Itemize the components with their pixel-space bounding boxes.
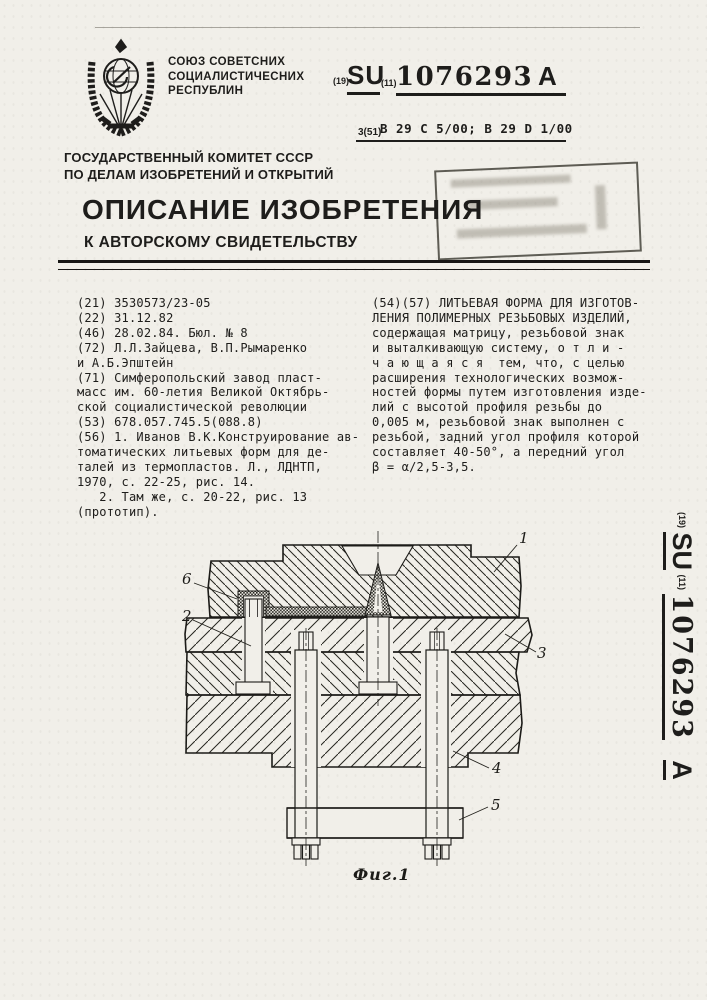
text-line: талей из термопластов. Л., ЛДНТП,	[77, 459, 323, 474]
underline	[356, 140, 566, 142]
text-line: (72) Л.Л.Зайцева, В.П.Рымаренко	[77, 340, 308, 355]
text-line: 1970, с. 22-25, рис. 14.	[77, 474, 256, 489]
figure-1-drawing	[150, 520, 640, 900]
country-code: SU	[347, 60, 386, 90]
text-line: (22) 31.12.82	[77, 310, 174, 325]
text-line: лий с высотой профиля резьбы до	[372, 400, 603, 415]
union-name	[168, 55, 304, 99]
code-19: (19)	[333, 76, 350, 86]
bibliography-column	[77, 296, 373, 520]
document-title: ОПИСАНИЕ ИЗОБРЕТЕНИЯ	[82, 194, 484, 225]
sidebar-country-code: SU	[663, 532, 697, 570]
text-line: ГОСУДАРСТВЕННЫЙ КОМИТЕТ СССР	[64, 150, 314, 165]
ipc-classification: B 29 C 5/00; B 29 D 1/00	[380, 121, 573, 136]
text-line: ч а ю щ а я с я тем, что, с целью	[372, 355, 625, 370]
text-line: 2. Там же, с. 20-22, рис. 13	[77, 489, 308, 504]
sidebar-code-11: (11)	[677, 574, 687, 590]
document-subtitle: К АВТОРСКОМУ СВИДЕТЕЛЬСТВУ	[84, 234, 358, 251]
figure-label-1: 1	[519, 529, 529, 547]
text-line: ностей формы путем изготовления изде-	[372, 385, 647, 400]
kind-code: A	[538, 61, 557, 91]
text-line: (71) Симферопольский завод пласт-	[77, 370, 323, 385]
text-line: томатических литьевых форм для де-	[77, 445, 330, 460]
text-line: (46) 28.02.84. Бюл. № 8	[77, 325, 248, 340]
publication-number: 1076293	[396, 62, 534, 92]
figure-label-6: 6	[182, 570, 192, 588]
text-line: ЛЕНИЯ ПОЛИМЕРНЫХ РЕЗЬБОВЫХ ИЗДЕЛИЙ,	[372, 310, 632, 325]
text-line: (прототип).	[77, 504, 159, 519]
text-line: СОЦИАЛИСТИЧЕСНИХ	[168, 70, 305, 83]
figure-label-2: 2	[182, 607, 192, 625]
text-line: (53) 678.057.745.5(088.8)	[77, 415, 263, 430]
sidebar-publication-number	[645, 512, 700, 807]
stamp-mark	[451, 175, 571, 188]
text-line: (56) 1. Иванов В.К.Конструирование ав-	[77, 430, 360, 445]
text-line: (54)(57) ЛИТЬЕВАЯ ФОРМА ДЛЯ ИЗГОТОВ-	[372, 296, 640, 310]
text-line: расширения технологических возмож-	[372, 370, 625, 385]
text-line: ПО ДЕЛАМ ИЗОБРЕТЕНИЙ И ОТКРЫТИЙ	[64, 166, 334, 182]
figure-caption: Фиг.1	[353, 865, 411, 884]
stamp-mark	[457, 224, 587, 239]
text-line: и А.Б.Эпштейн	[77, 355, 174, 370]
ussr-emblem-icon	[80, 38, 162, 138]
ipc-edition-label: 3(51)	[358, 127, 382, 138]
abstract-column	[372, 296, 662, 475]
text-line: содержащая матрицу, резьбовой знак	[372, 325, 625, 340]
sidebar-number: 1076293	[662, 594, 697, 740]
text-line: 0,005 м, резьбовой знак выполнен с	[372, 415, 625, 430]
text-line: масс им. 60-летия Великой Октябрь-	[77, 385, 330, 400]
page-edge-line	[95, 27, 640, 28]
sidebar-code-19: (19)	[677, 512, 687, 529]
text-line: составляет 40-50°, а передний угол	[372, 445, 625, 460]
committee-name	[64, 150, 334, 183]
stamp-mark	[595, 185, 607, 229]
text-line: ской социалистической революции	[77, 400, 308, 415]
underline	[396, 93, 566, 96]
text-line: и выталкивающую систему, о т л и -	[372, 340, 625, 355]
code-11: (11)	[381, 78, 397, 88]
text-line: РЕСПУБЛИН	[168, 85, 244, 97]
figure-label-3: 3	[537, 644, 547, 662]
underline	[347, 92, 380, 95]
text-line: (21) 3530573/23-05	[77, 296, 211, 310]
header-divider	[58, 260, 650, 270]
figure-label-4: 4	[492, 759, 502, 777]
sidebar-kind-code: A	[663, 760, 697, 780]
figure-label-5: 5	[491, 796, 501, 814]
text-line: СОЮЗ СОВЕТСНИХ	[168, 56, 286, 68]
text-line: резьбой, задний угол профиля которой	[372, 430, 640, 445]
text-line: β = α/2,5-3,5.	[372, 459, 476, 474]
